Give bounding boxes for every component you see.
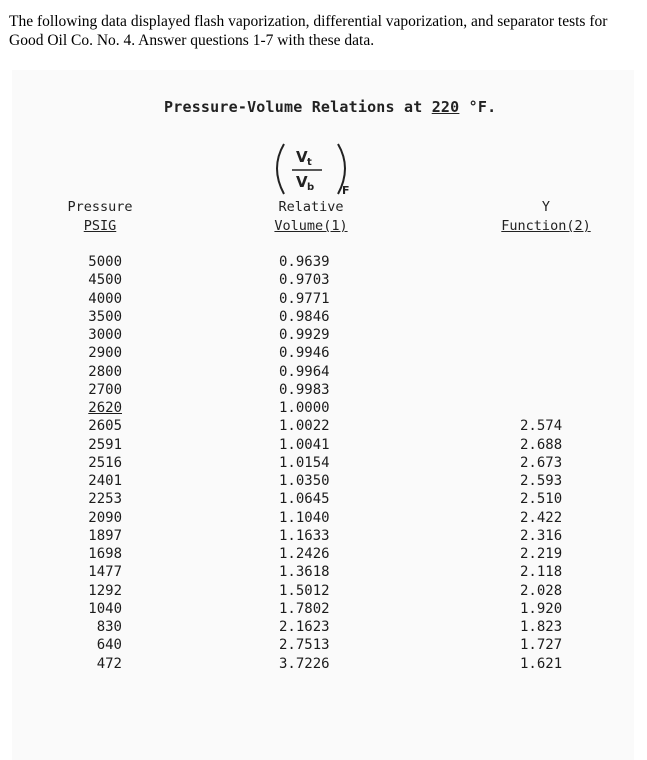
formula-numerator-sub: t	[307, 157, 312, 168]
pressure-cell: 4000	[88, 290, 122, 307]
relative-volume-cell: 3.7226	[279, 655, 330, 672]
relative-volume-cell: 1.1040	[279, 509, 330, 526]
relative-volume-cell: 1.0350	[279, 473, 330, 489]
pressure-cell: 2700	[88, 381, 122, 398]
table-title	[164, 98, 496, 116]
relative-volume-cell: 1.0041	[279, 436, 330, 453]
pressure-cell: 2401	[88, 473, 122, 489]
relative-volume-cell: 1.1633	[279, 527, 330, 544]
pressure-cell: 2090	[88, 509, 122, 526]
pressure-cell: 3000	[88, 327, 122, 343]
pressure-cell: 1040	[88, 600, 122, 617]
header-volume-line1: Relative	[278, 199, 344, 215]
relative-volume-cell: 1.5012	[279, 582, 330, 599]
relative-volume-cell: 0.9771	[279, 290, 330, 307]
y-function-cell: 2.673	[520, 454, 563, 471]
pressure-column	[78, 253, 122, 673]
pressure-cell: 4500	[88, 272, 122, 289]
y-function-cell: 2.219	[520, 546, 563, 562]
relative-volume-cell: 0.9983	[279, 381, 330, 398]
y-function-cell: 1.823	[520, 619, 563, 635]
relative-volume-cell: 0.9929	[279, 327, 330, 343]
relative-volume-formula	[262, 140, 362, 198]
header-pressure-line1: Pressure	[67, 199, 133, 215]
y-function-cell	[520, 381, 570, 399]
pressure-cell: 830	[96, 619, 122, 635]
relative-volume-cell: 0.9964	[279, 363, 330, 380]
pressure-cell: 2516	[88, 454, 122, 471]
y-function-cell: 2.593	[520, 473, 563, 489]
pressure-cell: 5000	[88, 254, 122, 270]
pressure-cell: 2800	[88, 363, 122, 380]
relative-volume-cell: 0.9946	[279, 345, 330, 362]
pressure-cell: 1477	[88, 564, 122, 581]
y-function-cell: 2.028	[520, 582, 563, 599]
formula-denominator: V	[296, 173, 308, 191]
y-function-cell: 2.422	[520, 509, 563, 526]
relative-volume-cell: 1.7802	[279, 600, 330, 617]
y-function-cell	[520, 253, 570, 271]
intro-paragraph: The following data displayed flash vaporization, differential vaporization, and separator tests for Good Oil Co. No. 4. Answer questions 1-7 with these data.	[9, 13, 608, 49]
pressure-cell: 640	[96, 637, 122, 654]
y-function-cell	[520, 290, 570, 308]
pressure-cell: 2900	[88, 345, 122, 362]
y-function-cell	[520, 363, 570, 381]
pressure-cell: 2591	[88, 436, 122, 453]
y-function-column	[520, 253, 570, 673]
pressure-cell: 2253	[88, 491, 122, 508]
table-title-unit: °F.	[468, 98, 497, 116]
relative-volume-cell: 1.3618	[279, 564, 330, 581]
header-y-line1: Y	[541, 199, 551, 215]
pressure-cell: 1897	[88, 527, 122, 544]
pressure-cell: 472	[96, 655, 122, 672]
y-function-cell: 2.118	[520, 564, 563, 581]
header-y-line2: Function(2)	[501, 218, 591, 234]
relative-volume-cell: 1.0000	[279, 400, 330, 416]
y-function-cell: 2.574	[520, 418, 563, 435]
pressure-cell: 3500	[88, 308, 122, 325]
table-title-temp: 220	[431, 98, 460, 116]
formula-subscript: F	[342, 184, 350, 197]
relative-volume-cell: 0.9703	[279, 272, 330, 289]
y-function-cell	[520, 344, 570, 362]
pressure-cell: 1698	[88, 546, 122, 562]
relative-volume-cell: 0.9846	[279, 308, 330, 325]
header-y-function	[494, 198, 598, 236]
relative-volume-cell: 1.0645	[279, 491, 330, 508]
relative-volume-cell: 0.9639	[279, 254, 330, 270]
y-function-cell: 2.688	[520, 436, 563, 453]
y-function-cell	[520, 308, 570, 326]
y-function-cell: 2.510	[520, 491, 563, 508]
pressure-cell: 2605	[88, 418, 122, 435]
relative-volume-cell: 1.0154	[279, 454, 330, 471]
relative-volume-cell: 1.2426	[279, 546, 330, 562]
header-relative-volume	[266, 198, 356, 236]
relative-volume-cell: 2.7513	[279, 637, 330, 654]
relative-volume-column	[279, 253, 339, 673]
header-pressure-line2: PSIG	[83, 218, 117, 234]
header-pressure	[64, 198, 136, 236]
pressure-cell: 1292	[88, 582, 122, 599]
y-function-cell	[520, 271, 570, 289]
relative-volume-cell: 2.1623	[279, 619, 330, 635]
relative-volume-cell: 1.0022	[279, 418, 330, 435]
y-function-cell	[520, 399, 570, 417]
pressure-cell: 2620	[88, 400, 122, 416]
y-function-cell: 1.727	[520, 637, 563, 654]
table-title-prefix: Pressure-Volume Relations at	[164, 98, 423, 116]
formula-denominator-sub: b	[307, 182, 315, 193]
formula-numerator: V	[296, 148, 308, 166]
y-function-cell: 1.920	[520, 600, 563, 617]
y-function-cell: 2.316	[520, 527, 563, 544]
y-function-cell: 1.621	[520, 655, 563, 672]
y-function-cell	[520, 326, 570, 344]
header-volume-line2: Volume(1)	[274, 218, 348, 234]
